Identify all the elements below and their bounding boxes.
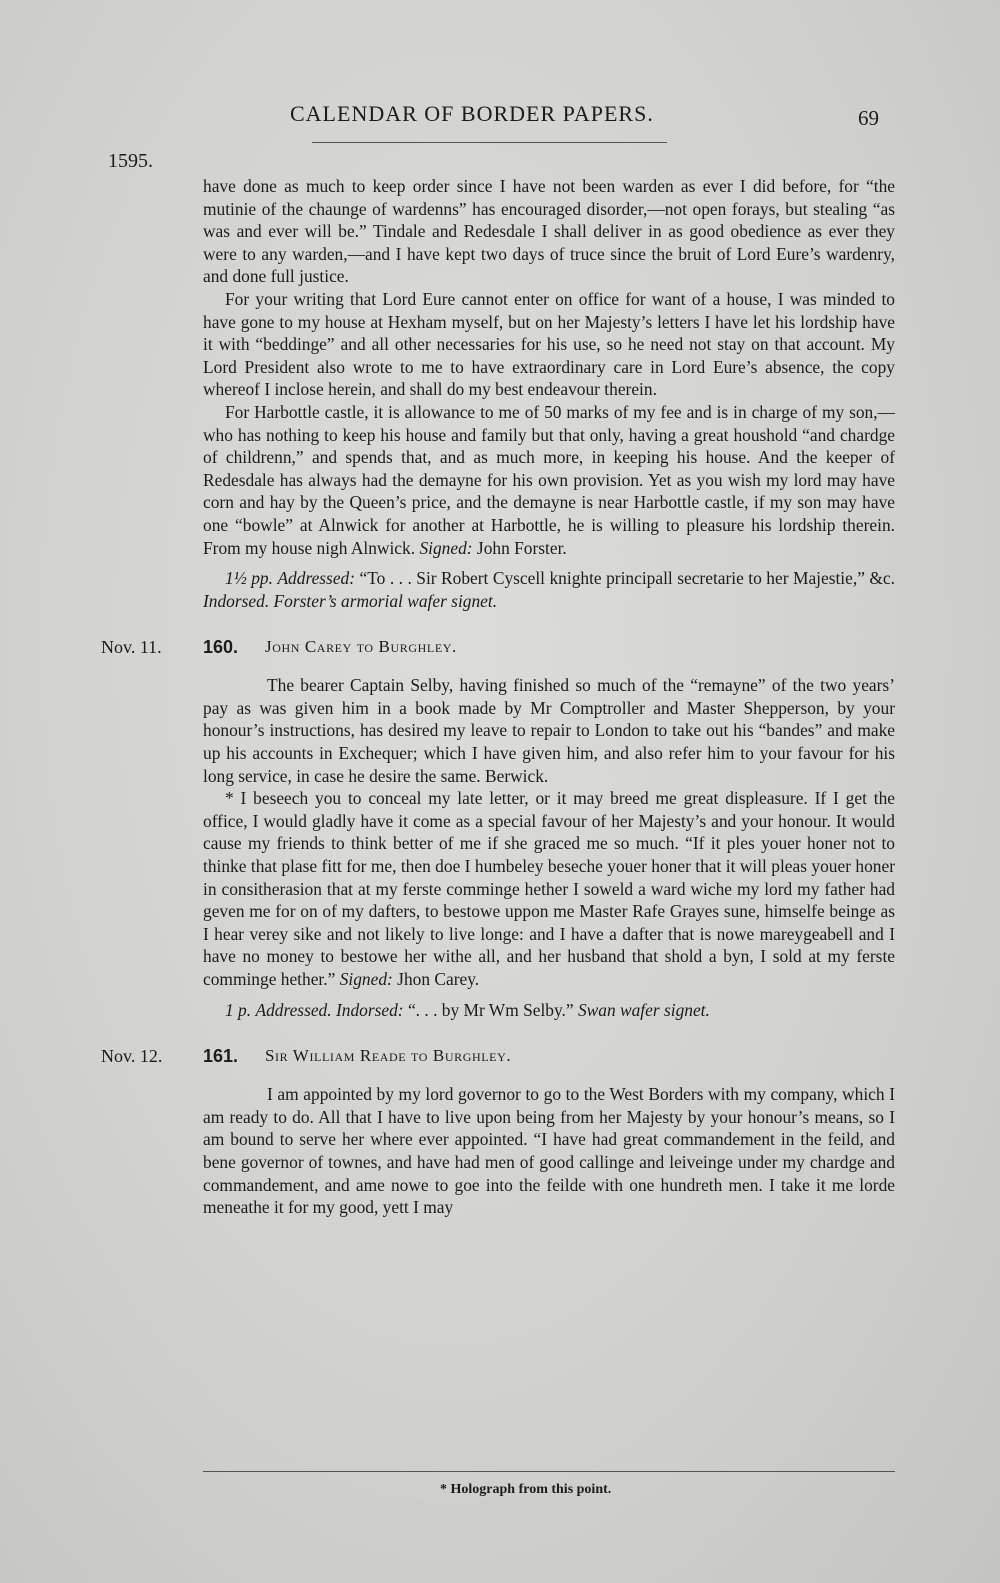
endorsement-note: [203, 567, 895, 612]
running-header-title: CALENDAR OF BORDER PAPERS.: [290, 101, 654, 126]
signatory: Jhon Carey.: [397, 969, 480, 989]
paragraph-text: For Harbottle castle, it is allowance to me of 50 marks of my fee and is in charge of my son,—who has nothing to keep his house and family but that only, having a great houshold “and chardge of childrenn,” and spends that, and as much more, in keeping his house. And the keeper of Redesdale has always had the demayne for his own provision. Yet as you wish my lord may have corn and hay by the Queen’s price, and the demayne is near Harbottle castle, if my son may have one “bowle” at Alnwick for another at Harbottle, he is willing to pleasure his lordship therein. From my house nigh Alnwick.: [203, 401, 895, 558]
entry-date: Nov. 12.: [101, 1046, 163, 1067]
entry-number: 161.: [203, 1046, 239, 1067]
continuation-paragraph-3: [203, 401, 895, 559]
page-count: 1 p.: [225, 999, 252, 1020]
header-rule: [312, 142, 667, 143]
page-count: 1½ pp.: [225, 568, 273, 589]
margin-year: 1595.: [108, 150, 153, 172]
seal-description: Swan wafer signet.: [577, 999, 710, 1020]
indorsed-label: Indorsed.: [203, 590, 270, 611]
footnote: * Holograph from this point.: [440, 1482, 612, 1497]
entry-number: 160.: [203, 637, 239, 658]
footnote-rule: [203, 1471, 895, 1472]
signed-label: Signed:: [419, 537, 473, 558]
indorsed-label: Indorsed:: [335, 999, 404, 1020]
addressed-text: “To . . . Sir Robert Cyscell knighte principall secretarie to her Majestie,” &c.: [359, 568, 895, 589]
entry-heading-160: [101, 636, 895, 662]
entry-title: Sir William Reade to Burghley.: [265, 1046, 512, 1066]
main-text: [101, 175, 895, 1219]
seal-description: Forster’s armorial wafer signet.: [273, 590, 498, 611]
entry-title: John Carey to Burghley.: [265, 637, 457, 657]
letter-paragraph-1: The bearer Captain Selby, having finished so much of the “remayne” of the two years’ pay as was given him in a book made by Mr Comptroller and Master Shepperson, by your honour’s instructions, has desired my leave to repair to London to take out his “bandes” and make up his accounts in Exchequer; which I have given him, and also refer him to your favour for his long service, in case he desire the same. Berwick.: [203, 675, 895, 786]
entry-heading-161: [101, 1045, 895, 1071]
addressed-label: Addressed:: [277, 568, 356, 589]
letter-paragraph-1: I am appointed by my lord governor to go to the West Borders with my company, which I am ready to do. All that I have to live upon being from her Majesty by your honour’s means, so I am bound to serve her where ever appointed. “I have had great commandement in the feild, and bene governor of townes, and have had men of good callinge and leiveinge under my chardge and commandement, and ame nowe to goe into the feilde with one hundreth men. I take it me lorde meneathe it for my good, yett I may: [203, 1084, 895, 1218]
letter-paragraph-2: [203, 787, 895, 990]
continuation-paragraph-1: have done as much to keep order since I have not been warden as ever I did before, for “the mutinie of the chaunge of wardenns” has encouraged disorder,—not open forays, but stealing “as was and ever will be.” Tindale and Redesdale I shall deliver in as good obedience as ever they were to any warden,—and I have kept two days of truce since the bruit of Lord Eure’s wardenry, and done full justice.: [203, 176, 895, 287]
indorsed-text: “. . . by Mr Wm Selby.”: [407, 999, 574, 1020]
addressed-label: Addressed.: [255, 999, 332, 1020]
signed-label: Signed:: [339, 969, 393, 989]
paragraph-text: * I beseech you to conceal my late letter, or it may breed me great displeasure. If I get the office, I would gladly have it come as a special favour of her Majesty’s and your honour. It would cause my friends to think better of me if she graced me so much. “If it ples youer honer not to thinke that plase fitt for me, then doe I humbeley beseche youer honer that it will pleas youer honer in consitherasion that at my ferste comminge hether I soweld a ward wiche my lord my father had geven me for on of my dafters, to bestowe uppon me Master Rafe Grayes sune, himselfe beinge as I hear verey sike and not likely to live longe: and I have a dafter that is nowe mareygeabell and I have no money to bestowe her withe all, and her husband that shold a byn, I sold at my ferste comminge hether.”: [203, 788, 895, 989]
signatory: John Forster.: [476, 537, 567, 558]
continuation-paragraph-2: For your writing that Lord Eure cannot enter on office for want of a house, I was minded to have gone to my house at Hexham myself, but on her Majesty’s letters I have let his lordship have it with “beddinge” and all other necessaries for his use, so he need not stay on that account. My Lord President also wrote to me to have extraordinary care in Lord Eure’s absence, the copy whereof I inclose herein, and shall do my best endeavour therein.: [203, 288, 895, 400]
endorsement-note: [203, 999, 895, 1022]
page-number: 69: [858, 106, 879, 130]
entry-date: Nov. 11.: [101, 637, 162, 658]
